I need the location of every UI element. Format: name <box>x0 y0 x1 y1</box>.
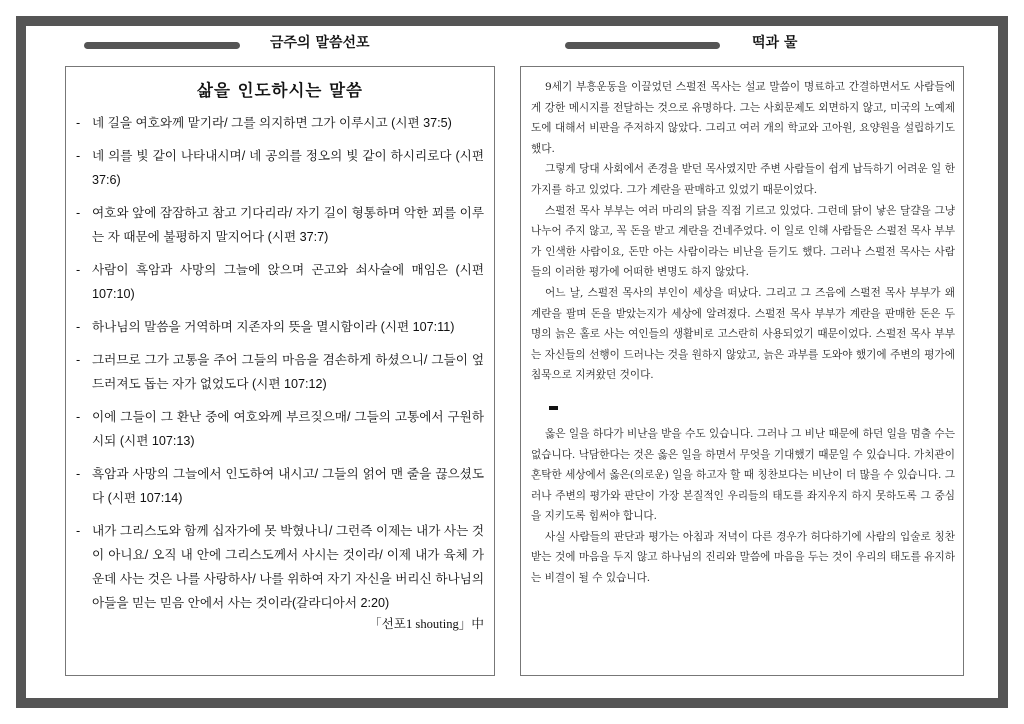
right-header-title: 떡과 물 <box>752 35 798 51</box>
left-header <box>84 34 404 62</box>
verse-item: - 사람이 흑암과 사망의 그늘에 앉으며 곤고와 쇠사슬에 매임은 (시편 107:10) <box>76 258 484 306</box>
verse-item: - 하나님의 말씀을 거역하며 지존자의 뜻을 멸시함이라 (시편 107:11) <box>76 315 484 339</box>
story-paragraph: 그렇게 당대 사회에서 존경을 받던 목사였지만 주변 사람들이 쉽게 납득하기 어려운 일 한 가지를 하고 있었다. 그가 계란을 판매하고 있었기 때문이었다. <box>531 163 955 196</box>
story-paragraph: 어느 날, 스펄전 목사의 부인이 세상을 떠났다. 그리고 그 즈음에 스펄전 목사 부부가 왜 계란을 팔며 돈을 받았는지가 세상에 알려졌다. 스펄전 목사 부부가 계란을 판매한 돈은 두 명의 늙은 홀로 사는 여인들의 생활비로 고스란히 사용되었기 때문이었다. 스펄전 목사 부부는 자신들의 선행이 드러나는 것을 원하지 않았고, 늙은 과부를 도와야 했기에 주변의 평가에 침묵으로 지켜왔던 것이다. <box>531 286 955 382</box>
right-header-bar <box>565 42 720 49</box>
left-header-title: 금주의 말씀선포 <box>270 35 370 51</box>
reflection-paragraph: 사실 사람들의 판단과 평가는 아침과 저녁이 다른 경우가 허다하기에 사람의 입술로 칭찬받는 것에 마음을 두지 않고 하나님의 진리와 말씀에 마음을 두는 것이 우리의 태도를 유지하는 비결이 될 수 있습니다. <box>531 530 955 585</box>
story-paragraph: 스펄전 목사 부부는 여러 마리의 닭을 직접 기르고 있었다. 그런데 닭이 낳은 달걀을 그냥 나누어 주지 않고, 꼭 돈을 받고 계란을 건네주었다. 이 일로 인해 사람들은 스펄전 목사 부부가 인색한 사람이요, 돈만 아는 사람이라는 비난을 듣기도 했다. 그러나 스펄전 목사는 사람들의 이러한 평가에 어떠한 변명도 하지 않았다. <box>531 204 955 279</box>
verse-item: - 네 의를 빛 같이 나타내시며/ 네 공의를 정오의 빛 같이 하시리로다 (시편 37:6) <box>76 144 484 192</box>
left-header-bar <box>84 42 240 49</box>
right-header <box>565 34 865 62</box>
sermon-box <box>65 66 495 676</box>
verse-list <box>76 111 484 615</box>
verse-item: - 흑암과 사망의 그늘에서 인도하여 내시고/ 그들의 얽어 맨 줄을 끊으셨도다 (시편 107:14) <box>76 462 484 510</box>
reflection-paragraph: 옳은 일을 하다가 비난을 받을 수도 있습니다. 그러나 그 비난 때문에 하던 일을 멈출 수는 없습니다. 낙담한다는 것은 옳은 일을 하면서 무엇을 기대했기 때문일 수 있습니다. 가치관이 혼탁한 세상에서 옳은(의로운) 일을 하고자 할 때 칭찬보다는 비난이 더 많을 수 있습니다. 그러나 주변의 평가와 판단이 가장 본질적인 우리들의 태도를 좌지우지 하지 못하도록 그 중심을 지키도록 힘써야 합니다. <box>531 427 955 523</box>
sermon-source: 「선포1 shouting」中 <box>369 617 484 631</box>
verse-item: - 그러므로 그가 고통을 주어 그들의 마음을 겸손하게 하셨으니/ 그들이 엎드러져도 돕는 자가 없었도다 (시편 107:12) <box>76 348 484 396</box>
story-box <box>520 66 964 676</box>
verse-item: - 여호와 앞에 잠잠하고 참고 기다리라/ 자기 길이 형통하며 악한 꾀를 이루는 자 때문에 불평하지 말지어다 (시편 37:7) <box>76 201 484 249</box>
story-paragraph: 9세기 부흥운동을 이끌었던 스펄전 목사는 설교 말씀이 명료하고 간결하면서도 사람들에게 강한 메시지를 전달하는 것으로 유명하다. 그는 사회문제도 외면하지 않고, 미국의 노예제도에 대해서 비판을 주저하지 않았다. 그리고 여러 개의 학교와 고아원, 요양원을 설립하기도 했다. <box>531 81 955 155</box>
verse-item: - 네 길을 여호와께 맡기라/ 그를 의지하면 그가 이루시고 (시편 37:5) <box>76 111 484 135</box>
sermon-title: 삶을 인도하시는 말씀 <box>197 81 363 100</box>
verse-item: - 이에 그들이 그 환난 중에 여호와께 부르짖으매/ 그들의 고통에서 구원하시되 (시편 107:13) <box>76 405 484 453</box>
verse-item: - 내가 그리스도와 함께 십자가에 못 박혔나니/ 그런즉 이제는 내가 사는 것이 아니요/ 오직 내 안에 그리스도께서 사시는 것이라/ 이제 내가 육체 가운데 사는 것은 나를 사랑하사/ 나를 위하여 자기 자신을 버리신 하나님의 아들을 믿는 믿음 안에서 사는 것이라(갈라디아서 2:20) <box>76 519 484 615</box>
section-bullet-icon <box>549 406 558 410</box>
